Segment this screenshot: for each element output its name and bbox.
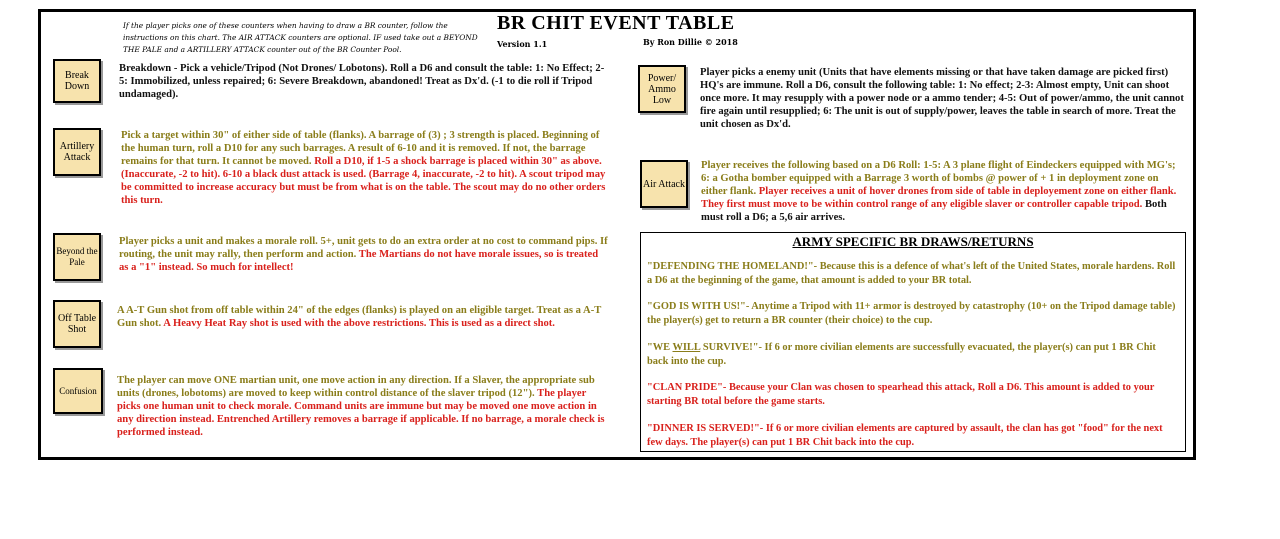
dinner-is-served-text: "DINNER IS SERVED!"- If 6 or more civilian elements are captured by assault, the clan has got "food" for the next few days. The player(s) can put 1 BR Chit back into the cup. <box>647 423 1163 448</box>
artillery-text-b: Roll a D10, if 1-5 a shock barrage is placed within 30" as above. (Inaccurate, -2 to hit). 6-10 a black dust attack is used. (Barrage 4, inaccurate, -2 to hit). A scout tripod may be committed to increase accuracy but must be from what is on the table. The scout may do no other orders this turn. <box>121 156 606 206</box>
air-attack-text <box>701 159 1187 224</box>
offtable-text-b: A Heavy Heat Ray shot is used with the above restrictions. This is used as a direct shot. <box>163 318 555 329</box>
we-will-survive-b: WILL <box>672 342 701 353</box>
confusion-text-b: The player picks one human unit to check morale. Command units are immune but may be moved one move action in any direction instead. Entrenched Artillery removes a barrage if applicable. If no barrage, a morale check is performed instead. <box>117 388 605 438</box>
confusion-text-a: The player can move ONE martian unit, one move action in any direction. If a Slaver, the appropriate sub units (drones, lobotoms) are moved to keep within control distance of the slaver tripod (12"). <box>117 375 595 399</box>
air-text-b: Player receives a unit of hover drones from side of table in deployement zone on either flank. They first must move to be within control range of any eligible slaver or controller capable tripod. <box>701 186 1177 210</box>
confusion-chit: Confusion <box>53 368 103 414</box>
air-attack-chit: Air Attack <box>640 160 688 208</box>
off-table-shot-text <box>117 304 607 330</box>
god-is-with-us-text: "GOD IS WITH US!"- Anytime a Tripod with 11+ armor is destroyed by catastrophy (10+ on the Tripod damage table) the player(s) get to return a BR counter (their choice) to the cup. <box>647 301 1176 326</box>
off-table-shot-chit: Off Table Shot <box>53 300 101 348</box>
artillery-text-a: Pick a target within 30" of either side of table (flanks). A barrage of (3) ; 3 strength is placed. Beginning of the human turn, roll a D10 for any such barrages. A result of 6-10 and it is removed. If not, the barrage remains for that turn. It cannot be moved. <box>121 130 600 167</box>
breakdown-text: Breakdown - Pick a vehicle/Tripod (Not Drones/ Lobotons). Roll a D6 and consult the table: 1: No Effect; 2-5: Immobilized, unless repaired; 6: Severe Breakdown, abandoned! Treat as Dx'd. (-1 to die roll if Tripod undamaged). <box>119 63 605 100</box>
artillery-chit: Artillery Attack <box>53 128 101 176</box>
army-specific-box <box>640 232 1186 452</box>
defending-the-homeland-text: "DEFENDING THE HOMELAND!"- Because this is a defence of what's left of the United States, morale hardens. Roll a D6 at the beginning of the game, that amount is added to your BR total. <box>647 261 1176 286</box>
we-will-survive-a: "WE <box>647 342 673 353</box>
br-chit-event-table <box>38 9 1196 460</box>
air-text-c: Both must roll a D6; a 5,6 air arrives. <box>701 199 1167 223</box>
clan-pride-text: "CLAN PRIDE"- Because your Clan was chosen to spearhead this attack, Roll a D6. This amount is added to your starting BR total before the game starts. <box>647 382 1155 407</box>
version-label: Version 1.1 <box>497 39 548 49</box>
beyond-the-pale-chit: Beyond the Pale <box>53 233 101 281</box>
air-text-a: Player receives the following based on a D6 Roll: 1-5: A 3 plane flight of Eindeckers equipped with MG's; 6: a Gotha bomber equipped with a Barrage 3 worth of bombs @ power of + 1 in deployment zone on either flank. <box>701 160 1176 197</box>
we-will-survive-c: SURVIVE!"- If 6 or more civilian elements are successfully evacuated, the player(s) can put 1 BR Chit back into the cup. <box>647 342 1156 367</box>
author-byline: By Ron Dillie © 2018 <box>643 37 738 47</box>
we-will-survive-text <box>647 341 1179 369</box>
artillery-text <box>121 129 609 207</box>
beyond-text-b: The Martians do not have morale issues, so is treated as a "1" instead. So much for intellect! <box>119 249 599 273</box>
confusion-text <box>117 374 607 439</box>
beyond-text-a: Player picks a unit and makes a morale roll. 5+, unit gets to do an extra order at no cost to command pips. If routing, the unit may rally, then perform and action. <box>119 236 608 260</box>
power-ammo-low-text: Player picks a enemy unit (Units that have elements missing or that have taken damage are picked first) HQ's are immune. Roll a D6, consult the following table: 1: No effect; 2-3: Almost empty, Unit can shoot once more. It may resupply with a power node or a ammo tender; 4-5: Out of power/ammo, the unit cannot fire again until resupplied; 6: The unit is out of supply/power, leaves the table in search of more. Treat the unit chosen as Dx'd. <box>700 67 1184 130</box>
offtable-text-a: A A-T Gun shot from off table within 24" of the edges (flanks) is played on an eligible target. Treat as a A-T Gun shot. <box>117 305 602 329</box>
intro-note: If the player picks one of these counters when having to draw a BR counter, follow the instructions on this chart. The AIR ATTACK counters are optional. IF used take out a BEYOND THE PALE and a ARTILLERY ATTACK counter out of the BR Counter Pool. <box>123 21 478 54</box>
power-ammo-low-chit: Power/ Ammo Low <box>638 65 686 113</box>
army-specific-title: ARMY SPECIFIC BR DRAWS/RETURNS <box>792 234 1034 249</box>
beyond-the-pale-text <box>119 235 609 274</box>
page-title: BR CHIT EVENT TABLE <box>497 12 735 34</box>
breakdown-chit: Break Down <box>53 59 101 103</box>
